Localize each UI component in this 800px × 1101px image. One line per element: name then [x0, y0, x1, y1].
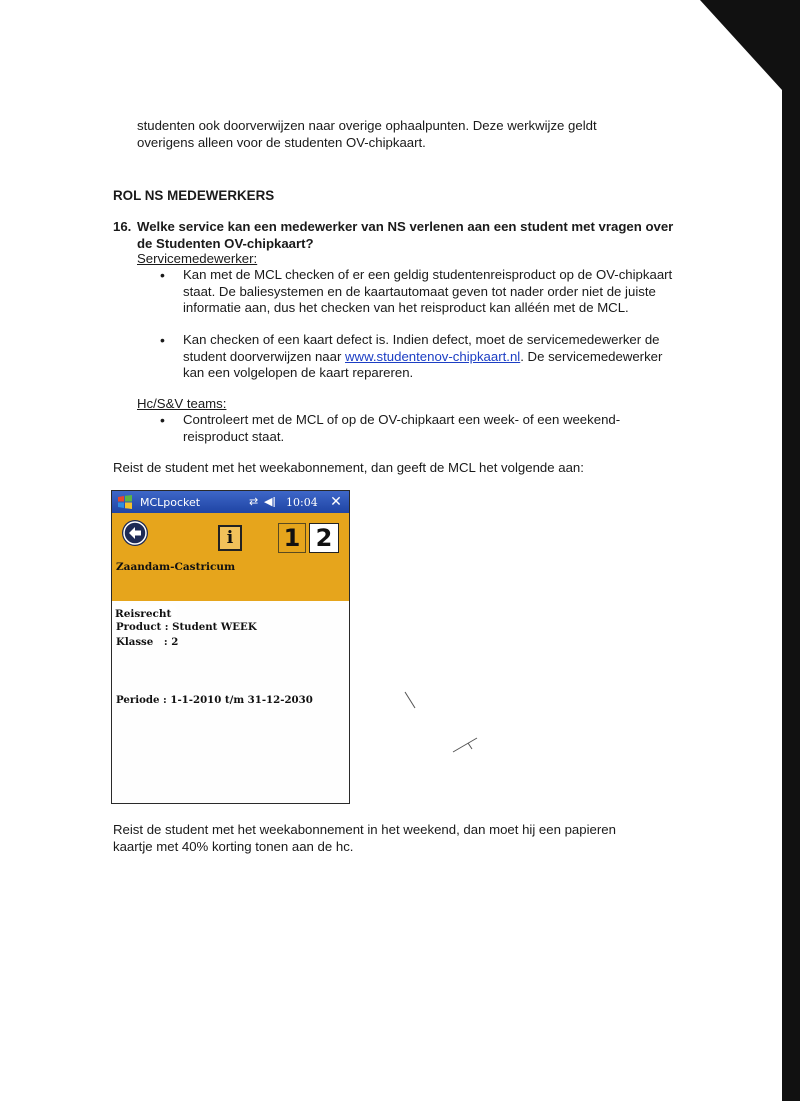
paragraph-continuation: studenten ook doorverwijzen naar overige ophaalpunten. Deze werkwijze geldt overigens alleen voor de studenten OV-chipkaart.: [137, 118, 597, 150]
mcl-device-screenshot: [111, 490, 350, 804]
back-arrow-icon: [122, 520, 148, 546]
role-label-hc-text: Hc/S&V teams:: [137, 396, 227, 411]
bullet-item-2-before: Kan checken of een kaart defect is. Indien defect, moet de servicemedewerker de student doorverwijzen naar: [183, 332, 660, 364]
class-second-indicator: 2: [309, 523, 339, 553]
question-number: 16.: [113, 219, 132, 234]
connectivity-icon[interactable]: ⇄: [249, 495, 259, 508]
section-heading: ROL NS MEDEWERKERS: [113, 188, 275, 203]
tab-reisrecht[interactable]: Reisrecht: [112, 605, 177, 623]
bullet-item-1: Kan met de MCL checken of er een geldig studentenreisproduct op de OV-chipkaart staat. De baliesystemen en de kaartautomaat geven tot nader order niet de juiste informatie aan, dus het checken van het reisproduct kan alléén met de MCL.: [183, 267, 673, 316]
back-button[interactable]: [122, 520, 148, 546]
pen-mark: [403, 690, 417, 710]
class-first-indicator: 1: [278, 523, 306, 553]
bullet-icon: •: [160, 412, 165, 428]
intro-text: Reist de student met het weekabonnement, dan geeft de MCL het volgende aan:: [113, 460, 584, 475]
product-field: Product : Student WEEK: [116, 621, 257, 633]
windows-logo-icon[interactable]: [117, 494, 133, 510]
periode-field: Periode : 1-1-2010 t/m 31-12-2030: [116, 694, 313, 706]
question-text: Welke service kan een medewerker van NS verlenen aan een student met vragen over de Studenten OV-chipkaart?: [137, 219, 674, 251]
bullet-icon: •: [160, 332, 165, 348]
device-header: [112, 513, 349, 620]
klasse-field: Klasse : 2: [116, 636, 179, 648]
bullet-item-3: Controleert met de MCL of op de OV-chipkaart een week- of een weekend-reisproduct staat.: [183, 412, 621, 444]
device-titlebar: [112, 491, 349, 513]
outro-text: Reist de student met het weekabonnement in het weekend, dan moet hij een papieren kaartje met 40% korting tonen aan de hc.: [113, 822, 616, 854]
role-label-service: [137, 251, 257, 268]
pen-mark: [450, 735, 480, 755]
role-label-service-text: Servicemedewerker:: [137, 251, 258, 266]
role-label-hc: [137, 396, 226, 413]
bullet-item-2-after: . De servicemedewerker kan een volgelopen de kaart repareren.: [183, 348, 663, 381]
app-title: MCLpocket: [140, 496, 201, 509]
close-button[interactable]: ✕: [330, 494, 342, 510]
bullet-icon: •: [160, 267, 165, 283]
clock: 10:04: [286, 496, 318, 509]
route-label: Zaandam-Castricum: [116, 561, 236, 573]
info-button[interactable]: i: [218, 525, 242, 551]
studentenov-link[interactable]: www.studentenov-chipkaart.nl: [345, 348, 521, 364]
speaker-icon[interactable]: ◀ǀ: [264, 495, 276, 508]
bullet-item-2: [183, 332, 678, 382]
